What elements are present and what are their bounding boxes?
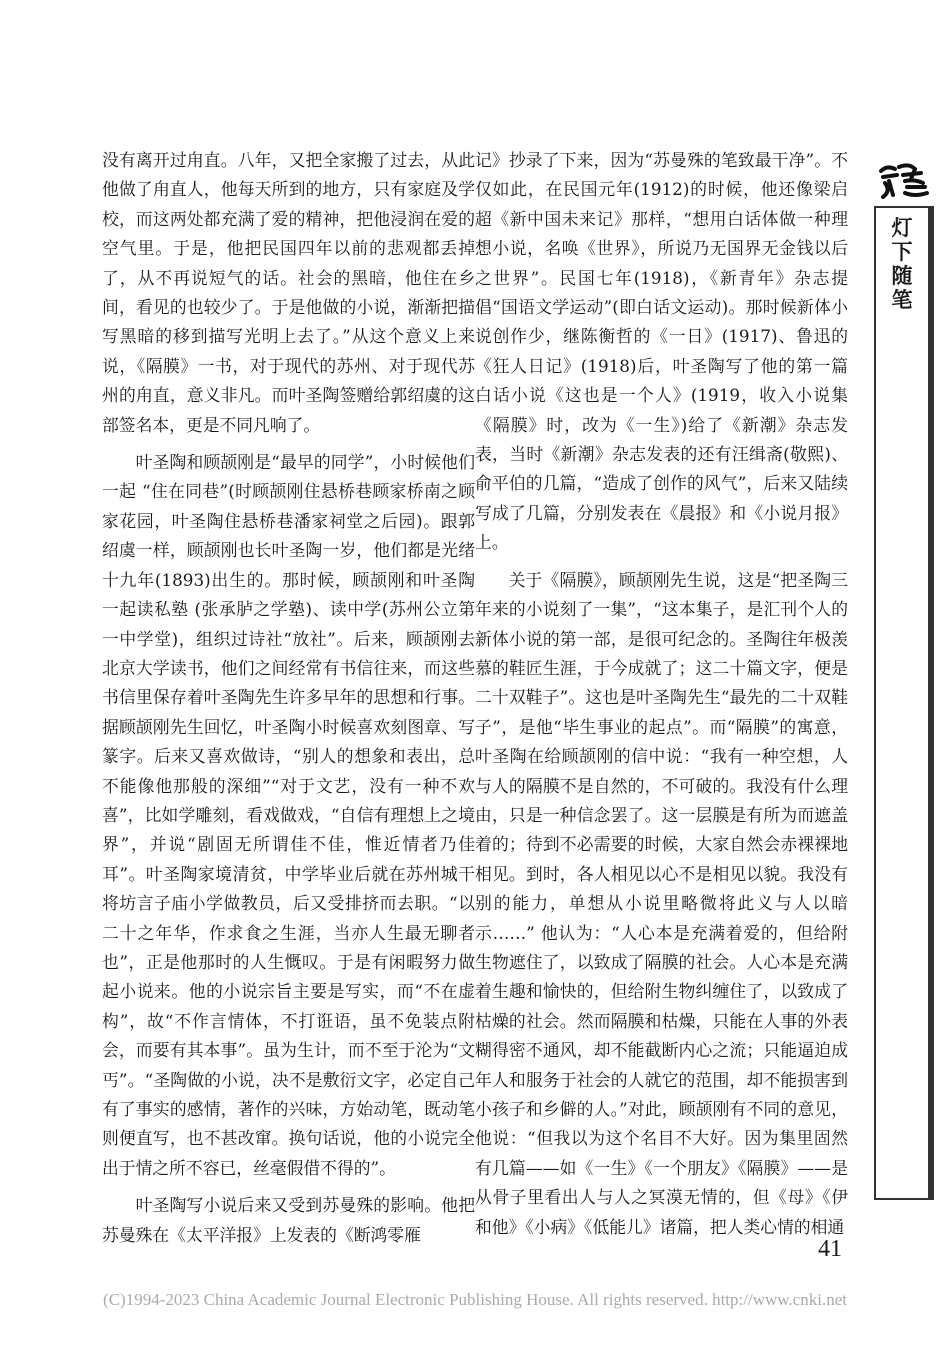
column-logo [872,160,934,202]
left-column [102,146,475,1250]
section-title [876,216,928,312]
section-title-char: 随 [891,264,913,288]
right-paragraph-1: 记》抄录了下来，因为“苏曼殊的笔致最干净”。不仅如此，在民国元年(1912)的时候，他还像梁启超《新中国未来记》那样，“想用白话体做一种理想小说，名唤《世界》，所说乃无国界无金钱以后之世界”。民国七年(1918)，《新青年》杂志提倡“国语文学运动”(即白话文运动)。那时候新体小说创作少，继陈衡哲的《一日》(1917)、鲁迅的《狂人日记》(1918)后，叶圣陶写了他的第一篇白话小说《这也是一个人》(1919，收入小说集《隔膜》时，改为《一生》)给了《新潮》杂志发表，当时《新潮》杂志发表的还有汪缉斋(敬熙)、俞平伯的几篇，“造成了创作的风气”，后来又陆续写成了几篇，分别发表在《晨报》和《小说月报》上。 [475,150,848,553]
left-paragraph-2: 叶圣陶和顾颉刚是“最早的同学”，小时候他们一起 “住在同巷”(时顾颉刚住悬桥巷顾家桥南之顾家花园，叶圣陶住悬桥巷潘家祠堂之后园)。跟郭绍虞一样，顾颉刚也长叶圣陶一岁，他们都是光绪十九年(1893)出生的。那时候，顾颉刚和叶圣陶一起读私塾 (张承胪之学塾)、读中学(苏州公立第一中学堂)，组织过诗社“放社”。后来，顾颉刚去北京大学读书，他们之间经常有书信往来，而这些书信里保存着叶圣陶先生许多早年的思想和行事。据顾颉刚先生回忆，叶圣陶小时候喜欢刻图章、写篆字。后来又喜欢做诗，“别人的想象和表出，总不能像他那般的深细”“对于文艺，没有一种不欢喜”，比如学雕刻，看戏做戏，“自信有理想上之境界”，并说“剧固无所谓佳不佳，惟近情者乃佳耳”。叶圣陶家境清贫，中学毕业后就在苏州城干将坊言子庙小学做教员，后又受排挤而去职。“以二十之年华，作求食之生涯，当亦人生最无聊者也”，正是他那时的人生慨叹。于是有闲暇努力做起小说来。他的小说宗旨主要是写实，而“不在虚构”，故“不作言情体，不打诳语，虽不免装点附会，而要有其本事”。虽为生计，而不至于沦为“文丐”。“圣陶做的小说，决不是敷衍文字，必定自己有了事实的感情，著作的兴味，方始动笔，既动笔则便直写，也不甚改窜。换句话说，他的小说完全出于情之所不容已，丝毫假借不得的”。 [102,452,475,1178]
page-number: 41 [818,1236,842,1262]
copyright-footer: (C)1994-2023 China Academic Journal Electronic Publishing House. All rights reserved. http://www.cnki.net [103,1290,847,1309]
left-paragraph-3: 叶圣陶写小说后来又受到苏曼殊的影响。他把苏曼殊在《太平洋报》上发表的《断鸿零雁 [102,1195,475,1245]
section-title-char: 灯 [891,216,913,240]
sidebar-box [874,206,934,1200]
right-column [475,146,848,1242]
logo-text: 散文 [875,161,877,162]
calligraphy-logo-icon [875,161,931,201]
section-title-char: 下 [891,240,913,264]
right-paragraph-2: 关于《隔膜》，顾颉刚先生说，这是“把圣陶三年来的小说刻了一集”，“这本集子，是汇刊个人的新体小说的第一部，是很可纪念的。圣陶往年极羡慕的鞋匠生涯，于今成就了；这二十篇文字，便是二十双鞋子”。这也是叶圣陶先生“最先的二十双鞋子”，是他“毕生事业的起点”。而“隔膜”的寓意，叶圣陶在给顾颉刚的信中说：“我有一种空想，人与人的隔膜不是自然的，不可破的。我没有什么理由，只是一种信念罢了。这一层膜是有所为而遮盖着的；待到不必需要的时候，大家自然会赤裸裸地相见。到时，各人相见以心不是相见以貌。我没有别的能力，单想从小说里略微将此义与人以暗示……” 他认为：“人心本是充满着爱的，但给附生物遮住了，以致成了隔膜的社会。人心本是充满着生趣和愉快的，但给附生物纠缠住了，以致成了枯燥的社会。然而隔膜和枯燥，只能在人事的外表糊得密不通风，却不能截断内心之流；只能逼迫成年人和服务于社会的人就它的范围，却不能损害到小孩子和乡僻的人。”对此，顾颉刚有不同的意见，他说：“但我以为这个名目不大好。因为集里固然有几篇——如《一生》《一个朋友》《隔膜》——是从骨子里看出人与人之冥漠无情的，但《母》《伊和他》《小病》《低能儿》诸篇，把人类心情的相通 [475,569,848,1237]
section-title-char: 笔 [891,288,913,312]
left-paragraph-1: 没有离开过甪直。八年，又把全家搬了过去，从此他做了甪直人，他每天所到的地方，只有家庭及学校，而这两处都充满了爱的精神，把他浸润在爱的空气里。于是，他把民国四年以前的悲观都丢掉了，从不再说短气的话。社会的黑暗，他住在乡间，看见的也较少了。于是他做的小说，渐渐把描写黑暗的移到描写光明上去了。”从这个意义上来说，《隔膜》一书，对于现代的苏州、对于现代苏州的甪直，意义非凡。而叶圣陶签赠给郭绍虞的这部签名本，更是不同凡响了。 [102,150,475,435]
section-sidebar [872,160,934,1200]
